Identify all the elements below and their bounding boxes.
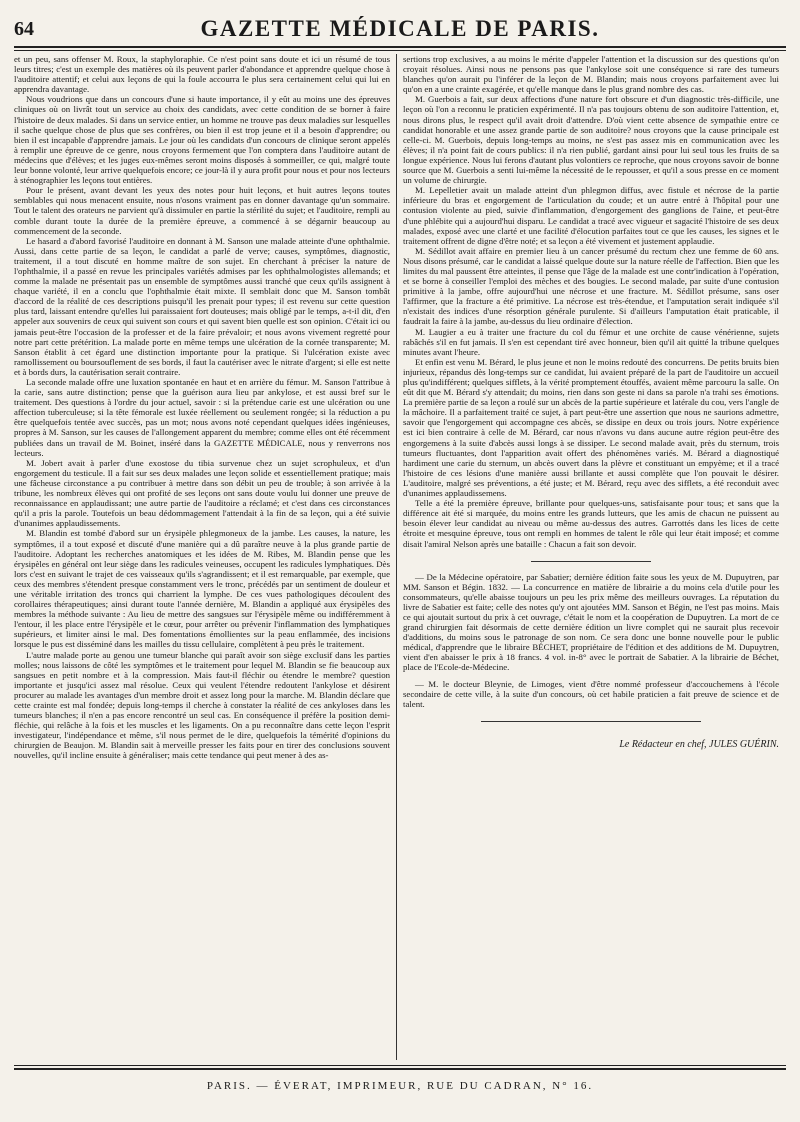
paragraph: M. Lepelletier avait un malade atteint d'un phlegmon diffus, avec fistule et nécrose de la partie inférieure du bras et engorgement de l'articulation du coude; et un autre entré à l'hôpital pour une contusion violente au pied, suivie d'inflammation, d'engorgement des ganglions de l'aine, et peut-être d'une phlébite qui a aujourd'hui disparu. Le candidat a tracé avec vigueur et sagacité l'histoire de ses deux malades, exposé avec une clarté et une facilité d'élocution parfaites tout ce que les causes, les signes et le traitement offrent de digne d'être noté; et sa leçon a été vivement et justement applaudie. xyxy=(403,185,779,246)
editor-signature: Le Rédacteur en chef, JULES GUÉRIN. xyxy=(619,738,779,750)
printer-footer: PARIS. — ÉVERAT, IMPRIMEUR, RUE DU CADRAN, N° 16. xyxy=(206,1080,594,1092)
right-column xyxy=(397,54,779,1060)
paragraph: Le hasard a d'abord favorisé l'auditoire en donnant à M. Sanson une malade atteinte d'une ophthalmie. Aussi, dans cette partie de sa leçon, le candidat a parlé de verve; causes, symptômes, diagnostic, traitement, il a tout discuté en homme maître de son sujet. En cherchant à préciser la nature de l'ophthalmie, il a passé en revue les principales variétés admises par les ophthalmologistes allemands; et comme la malade ne présentait pas un ensemble de symptômes aussi tranché que ceux qu'ils assignent à chaque variété, il en a conclu que l'ophthalmie était mixte. Il semblait donc que M. Sanson tombât d'accord de la réalité de ces descriptions puisqu'il les prenait pour types; il est revenu sur cette question plus tard, laissant entendre qu'elles lui paraissaient fort douteuses; mais obligé par le temps, a-t-il dit, d'en appeler aux souvenirs de ceux qui suivent son cours et qui savent bien quelle est son opinion. C'était ici ou jamais peut-être l'occasion de la professer et de la faire prévaloir; et nous avons vivement regretté pour notre part cette prétérition. La malade porte en même temps une ulcération de la cornée transparente; M. Sanson établit à cet égard une distinction importante pour la pratique. Si l'ulcération existe avec ramollissement ou boursouflement de ses bords, il faut la cautériser avec le nitrate d'argent; si elle est nette et à bords durs, la cautérisation serait contraire. xyxy=(14,235,390,377)
footer-rule-thin xyxy=(14,1065,786,1066)
article-columns xyxy=(14,54,786,1060)
left-column xyxy=(14,54,396,1060)
paragraph: La seconde malade offre une luxation spontanée en haut et en arrière du fémur. M. Sanson l'attribue à la carie, sans autre distinction; pense que la guérison aura lieu par ankylose, et est aussi bref sur le traitement. Des questions à l'ordre du jour actuel, savoir : si la prétendue carie est une ulcération ou une affection tuberculeuse; si la tête fémorale est luxée réellement ou seulement rongée; si la réduction a pu être quelquefois tentée avec succès, pas un mot; nous avons noté cependant quelques idées ingénieuses, propres à M. Sanson, sur les causes de l'allongement apparent du membre; comme elles ont été récemment publiées dans un travail de M. Boinet, inséré dans la GAZETTE MÉDICALE, nous y renverrons nos lecteurs. xyxy=(14,377,390,458)
paragraph: M. Guerbois a fait, sur deux affections d'une nature fort obscure et d'un diagnostic très-difficile, une leçon où l'on a reconnu le praticien expérimenté. Il n'a pas toujours obtenu de son auditoire l'attention, et, nous dirons plus, le respect qu'il avait droit d'attendre. D'où vient cette absence de sympathie entre ce candidat honorable et une assez grande partie de son auditoire? nous croyons que la cause principale est celle-ci. M. Guerbois, depuis long-temps au moins, ne s'est pas assez mis en communication avec les élèves; il n'a point fait de cours publics: il n'a rien publié, gardant ainsi pour lui seul tous les fruits de sa longue expérience. Nous lui ferons d'autant plus volontiers ce reproche, que nous croyons savoir de bonne source que M. Guerbois a senti lui-même la nécessité de le repousser, et qu'il a sous presse en ce moment un volume de chirurgie. xyxy=(403,94,779,186)
paragraph: M. Sédillot avait affaire en premier lieu à un cancer présumé du rectum chez une femme de 60 ans. Nous disons présumé, car le candidat a laissé quelque doute sur la nature réelle de l'affection. Bien que les limites du mal paussent être atteintes, il pense que l'âge de la malade est une contr'indication à l'opération, et se borne à conseiller l'emploi des mèches et des bougies. Le second malade, par suite d'une contusion primitive à la jambe, offre aujourd'hui une nécrose et une fracture. M. Sédillot présume, sans oser l'affirmer, que la fracture a été primitive. La nécrose est très-étendue, et l'amputation serait indiquée s'il n'existait des indices d'une résorption générale purulente. Si d'ailleurs l'amputation était praticable, il faudrait la faire à la jambe, au-dessus du lieu ordinaire d'élection. xyxy=(403,245,779,327)
paragraph: Et enfin est venu M. Bérard, le plus jeune et non le moins redouté des concurrens. De petits bruits bien injurieux, répandus dès long-temps sur ce candidat, lui avaient préparé de la part de l'auditoire un accueil plus qu'indifférent; quelques sifflets, à la vérité promptement étouffés, avaient même parcouru la salle. On eût dit que M. Bérard s'y attendait; du moins, rien dans son geste ni dans sa parole n'a trahi ses émotions. La première partie de sa leçon a roulé sur un abcès de la partie supérieure et latérale du cou, vers l'angle de la mâchoire. Il a parfaitement traité ce sujet, à part peut-être une assertion que nous ne saurions admettre, savoir que l'engorgement qui accompagne ces abcès, se dissipe en deux ou trois jours. Notre expérience est ici bien contraire à celle de M. Bérard, car nous n'avons vu dans aucune autre région peut-être des engorgemens à la suite d'abcès aussi longs à se dissiper. Le second malade avait, près du sternum, trois tumeurs fluctuantes, dont l'apparition avait offert des phénomènes variés. M. Bérard a diagnostiqué hardiment une carie du sternum, un abcès ouvert dans la plèvre et constituant un empyème; et il a tracé l'histoire de ces lésions d'une manière aussi brillante et aussi complète que l'on pouvait le désirer. L'auditoire, malgré ses préventions, a été juste; et M. Bérard, reçu avec des sifflets, a été reconduit avec d'unanimes applaudissemens. xyxy=(403,356,779,499)
paragraph: M. Blandin est tombé d'abord sur un érysipèle phlegmoneux de la jambe. Les causes, la nature, les symptômes, il a tout exposé et discuté d'une manière qui a dû paraître neuve à la plus grande partie de l'auditoire. Adoptant les recherches anatomiques et les idées de M. Ribes, M. Blandin pense que les érysipèles en général ont leur siège dans les radicules veineuses, occupent les radicules lymphatiques. Dès lors c'est en suivant le trajet de ces vaisseaux qu'ils s'agrandissent; et il est remarquable, par exemple, que ceux des membres s'étendent presque constamment vers le tronc, précédés par un sentiment de douleur et une véritable irritation des troncs qui charrient la lymphe. De ces vues pathologiques découlent des corollaires thérapeutiques; ainsi durant toute l'année dernière, M. Blandin a appliqué aux érysipèles des membres la méthode suivante : Au lieu de mettre des sangsues sur l'érysipèle même ou indifféremment à l'entour, il les place entre l'érysipèle et le cœur, pour arrêter ou prévenir l'inflammation des lymphatiques supérieurs, et limiter ainsi le mal. Des fomentations émollientes sur la peau enflammée, des incisions lorsque le pus est disséminé dans les mailles du tissu cellulaire, complètent à peu près le traitement. xyxy=(14,528,390,650)
paragraph: Nous voudrions que dans un concours d'une si haute importance, il y eût au moins une des épreuves cliniques où on livrât tout un service au choix des candidats, avec cette condition de se borner à faire l'histoire de deux malades. Si dans un service entier, un homme ne trouve pas deux maladies sur lesquelles il sache quelque chose de plus que ses confrères, ou bien il est trop jeune et il a besoin d'apprendre; ou bien il est incapable d'apprendre jamais. Le jour où les candidats d'un concours de clinique seront appelés à remplir une épreuve de ce genre, nous croyons fermement que l'on comptera dans l'auditoire autant de médecins que d'élèves; et les juges eux-mêmes seront moins disposés à sommeiller, ce qui, malgré toute leur bonne volonté, leur arrive quelquefois encore; ce jour-là il y aura profit pour nous et pour nos lecteurs à sténographier les leçons tout entières. xyxy=(14,94,390,186)
page-header xyxy=(14,14,786,46)
header-rule-thin xyxy=(14,50,786,51)
masthead-title: GAZETTE MÉDICALE DE PARIS. xyxy=(200,16,600,41)
notice: — De la Médecine opératoire, par Sabatier; dernière édition faite sous les yeux de M. Dupuytren, par MM. Sanson et Bégin. 1832. — La concurrence en matière de librairie a du moins cela d'utile pour les consommateurs, qu'elle abaisse toujours un peu les prix même des meilleurs ouvrages. La réputation du livre de Sabatier est faite; celle des notes qu'y ont ajoutées MM. Sanson et Bégin, ne l'est pas moins. Mais ce qui ajoutait surtout du prix à cet ouvrage, c'était le nom et la coopération de Dupuytren. La mort de ce grand chirurgien fait désormais de cette dernière édition un livre complet qui ne saurait plus recevoir d'additions, du moins sous le patronage de son nom. Ce sera donc une bonne nouvelle pour le public médical, d'apprendre que le libraire BÉCHET, propriétaire de l'édition et des additions de M. Dupuytren, vient d'en abaisser le prix à 18 francs. 4 vol. in-8° avec le portrait de Sabatier. A la librairie de Béchet, place de l'Ecole-de-Médecine. xyxy=(403,571,779,673)
notice: — M. le docteur Bleynie, de Limoges, vient d'être nommé professeur d'accouchemens à l'école secondaire de cette ville, à la suite d'un concours, où cet habile praticien a fait preuve de science et de talent. xyxy=(403,678,779,709)
footer-rule xyxy=(14,1068,786,1070)
section-separator xyxy=(481,721,701,722)
paragraph: Pour le présent, avant devant les yeux des notes pour huit leçons, et huit autres leçons toutes semblables qui nous menacent ensuite, nous n'osons vraiment pas en donner davantage qu'un sommaire. Tout le talent des orateurs ne parvient qu'à dissimuler en partie la stérilité du sujet; et l'auditoire, rempli au comble durant toute la durée de la première épreuve, a commencé à se dégarnir beaucoup au commencement de la seconde. xyxy=(14,185,390,236)
header-rule xyxy=(14,46,786,48)
page-number: 64 xyxy=(14,18,34,40)
paragraph: sertions trop exclusives, a au moins le mérite d'appeler l'attention et la discussion sur des questions qu'on croyait résolues. Ainsi nous ne pensons pas que l'ankylose soit une conséquence si rare des tumeurs blanches qu'on aurait pu l'inférer de la leçon de M. Blandin; mais nous croyons parfaitement avec lui qu'on en a une crainte exagérée, et qu'elle manque dans le plus grand nombre des cas. xyxy=(403,54,779,95)
paragraph: M. Jobert avait à parler d'une exostose du tibia survenue chez un sujet scrophuleux, et d'un engorgement du testicule. Il a fait sur ses deux malades une leçon solide et essentiellement pratique; mais une fâcheuse circonstance a pu contribuer à mettre dans son débit un peu de trouble; à son arrivée à la tribune, les nombreux élèves qui ont profité de ses leçons ont sans doute voulu lui donner une preuve de reconnaissance en applaudissant; une autre partie de l'auditoire a réclamé; et c'est dans ces circonstances qu'il a pris la parole. Toutefois un beau dédommagement l'attendait à la fin de sa leçon, qui a été suivie d'unanimes applaudissements. xyxy=(14,457,390,529)
paragraph: M. Laugier a eu à traiter une fracture du col du fémur et une orchite de cause vénérienne, sujets rabâchés s'il en fut jamais. Il s'en est cependant tiré avec honneur, bien qu'il ait quitté la tribune quelques minutes avant l'heure. xyxy=(403,326,779,357)
paragraph: L'autre malade porte au genou une tumeur blanche qui paraît avoir son siège exclusif dans les parties molles; nous laissons de côté les symptômes et le traitement pour lequel M. Blandin se fie beaucoup aux sangsues en petit nombre et à la compression. Mais faut-il fléchir ou étendre le membre? question importante et jusqu'ici assez mal résolue. Ceux qui veulent l'étendre redoutent l'ankylose et désirent procurer au malade les avantages d'un membre droit et assez long pour la marche. M. Blandin déclare que cette crainte est mal fondée; depuis long-temps il cherche à constater la réalité de ces ankyloses dans les tumeurs blanches; il n'en a pas encore rencontré un seul cas. En conséquence il préfère la position demi-fléchie, qui relâche à la fois et les muscles et les ligaments. On a pu reconnaître dans cette leçon l'esprit investigateur, l'indépendance et même, s'il nous permet de le dire, quelquefois la témérité d'opinions du chirurgien de Beaujon. M. Blandin sait à merveille presser les faits pour en tirer des conclusions souvent nouvelles, qu'il incline ensuite à généraliser; mais cette tendance qui peut mener à des as- xyxy=(14,649,390,761)
paragraph: Telle a été la première épreuve, brillante pour quelques-uns, satisfaisante pour tous; et sans que la différence ait été si marquée, du moins entre les grands lutteurs, que les amis de chacun ne puissent au besoin élever leur candidat au niveau ou même au-dessus des autres. Garrottés dans les lices de cette étroite et mesquine épreuve, tous ont rempli en hommes de talent le rôle qui leur était imposé; et comme disait l'amiral Nelson après une bataille : Chacun a fait son devoir. xyxy=(403,498,779,549)
section-separator xyxy=(531,561,651,562)
paragraph: et un peu, sans offenser M. Roux, la staphyloraphie. Ce n'est point sans doute et ici un résumé de tous leurs titres; c'est un exemple des matières où ils peuvent parler d'abondance et apprendre quelque chose à l'auditoire attentif; et celui aux leçons de qui la foule accourra le plus sera certainement celui qui lui en apprendra davantage. xyxy=(14,54,390,95)
